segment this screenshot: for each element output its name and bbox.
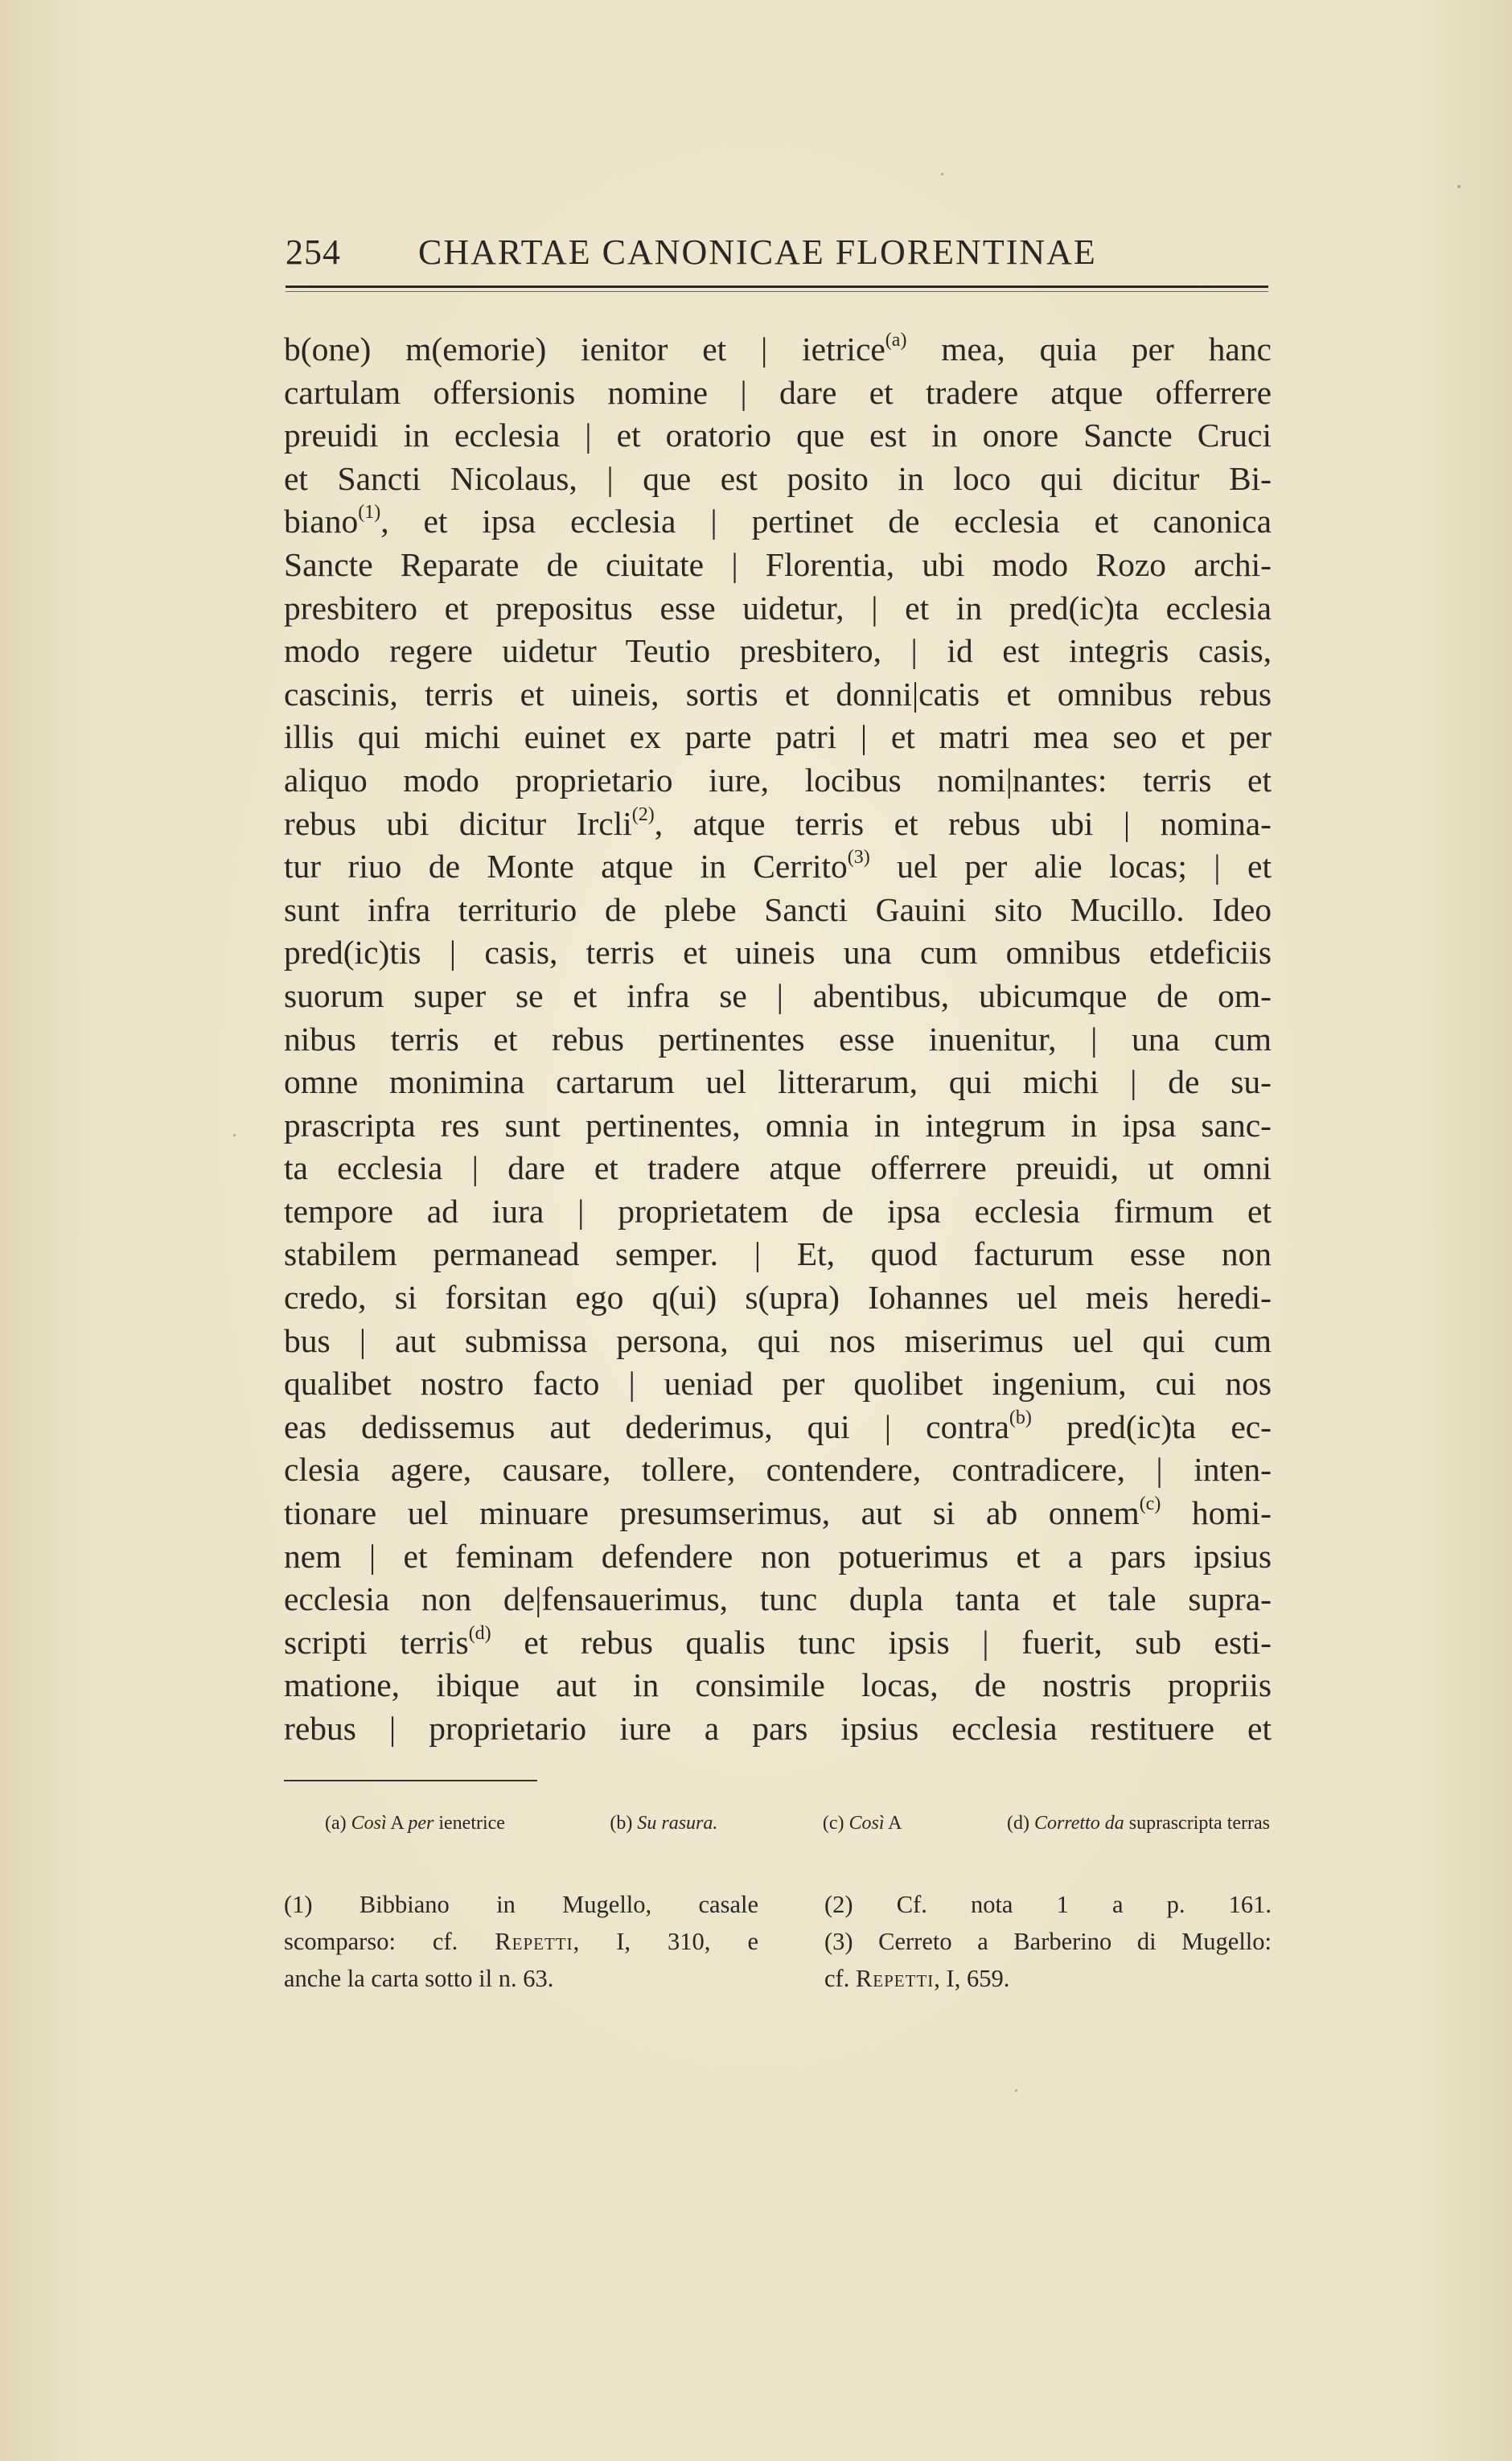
- paper-speck: [233, 1134, 236, 1136]
- text-segment: homi-: [1161, 1494, 1272, 1532]
- text-segment: presbitero et prepositus esse uidetur, | et in pred(ic)ta ecclesia: [284, 589, 1272, 627]
- text-line: [284, 458, 1272, 501]
- text-line: [284, 372, 1272, 415]
- text-segment: cartulam offersionis nomine | dare et tradere atque offerrere: [284, 373, 1272, 411]
- text-segment: scripti terris: [284, 1623, 469, 1661]
- paper-speck: [941, 173, 943, 175]
- apparatus-text: A: [386, 1813, 409, 1834]
- note-text: , I, 310, e: [573, 1928, 758, 1955]
- text-segment: eas dedissemus aut dederimus, qui | contra: [284, 1407, 1009, 1445]
- text-line: [284, 931, 1272, 975]
- note-line: [824, 1886, 1272, 1923]
- note-text: (2) Cf. nota 1 a p. 161.: [824, 1891, 1272, 1918]
- text-line: [284, 1448, 1272, 1492]
- text-line: [284, 1535, 1272, 1579]
- apparatus-italic: Su rasura.: [637, 1813, 718, 1834]
- text-segment: , atque terris et rebus ubi | nomina-: [654, 804, 1272, 842]
- editorial-notes-left: [284, 1886, 758, 1997]
- text-segment: modo regere uidetur Teutio presbitero, | id est integris casis,: [284, 632, 1272, 670]
- text-segment: pred(ic)ta ec-: [1031, 1407, 1272, 1445]
- text-segment: nibus terris et rebus pertinentes esse inuenitur, | una cum: [284, 1020, 1272, 1058]
- text-line: [284, 1492, 1272, 1535]
- text-line: [284, 1406, 1272, 1449]
- text-line: [284, 1276, 1272, 1320]
- apparatus-entry: [610, 1813, 717, 1842]
- page-number: 254: [286, 232, 341, 272]
- note-text: cf.: [824, 1965, 856, 1992]
- note-text: (3) Cerreto a Barberino di Mugello:: [824, 1928, 1272, 1955]
- author-name: Repetti: [855, 1965, 935, 1992]
- note-line: [284, 1960, 758, 1997]
- note-text: , I, 659.: [934, 1965, 1010, 1992]
- note-line: [824, 1960, 1272, 1997]
- apparatus-entry: [1007, 1813, 1270, 1842]
- text-line: [284, 328, 1272, 372]
- note-text: anche la carta sotto il n. 63.: [284, 1965, 554, 1992]
- text-segment: qualibet nostro facto | ueniad per quolibet ingenium, cui nos: [284, 1365, 1272, 1403]
- text-line: [284, 1664, 1272, 1707]
- text-segment: illis qui michi euinet ex parte patri | et matri mea seo et per: [284, 718, 1272, 756]
- text-line: [284, 975, 1272, 1018]
- text-line: [284, 1621, 1272, 1665]
- text-line: [284, 1147, 1272, 1190]
- footnote-marker: (3): [847, 847, 870, 869]
- footnote-marker: (c): [1139, 1493, 1161, 1515]
- paper-speck: [1015, 2089, 1017, 2092]
- text-line: [284, 1578, 1272, 1621]
- text-line: [284, 1362, 1272, 1406]
- text-segment: et rebus qualis tunc ipsis | fuerit, sub esti-: [491, 1623, 1272, 1661]
- text-segment: credo, si forsitan ego q(ui) s(upra) Iohannes uel meis heredi-: [284, 1279, 1272, 1317]
- note-line: [824, 1923, 1272, 1960]
- apparatus-entry: [823, 1813, 902, 1842]
- footnote-marker: (1): [358, 502, 381, 524]
- text-segment: rebus | proprietario iure a pars ipsius ecclesia restituere et: [284, 1710, 1272, 1747]
- note-text: scomparso: cf.: [284, 1928, 495, 1955]
- author-name: Repetti: [495, 1928, 573, 1955]
- text-segment: tur riuo de Monte atque in Cerrito: [284, 848, 848, 885]
- footnote-marker: (b): [1009, 1407, 1032, 1428]
- apparatus-italic: per: [408, 1813, 434, 1834]
- footnote-marker: (2): [631, 803, 655, 825]
- text-segment: suorum super se et infra se | abentibus, ubicumque de om-: [284, 976, 1272, 1014]
- running-title: CHARTAE CANONICAE FLORENTINAE: [418, 232, 1097, 272]
- apparatus-entry: [325, 1813, 505, 1842]
- text-segment: , et ipsa ecclesia | pertinet de ecclesia et canonica: [380, 503, 1272, 540]
- charter-text: [284, 328, 1272, 1751]
- text-line: [284, 500, 1272, 544]
- text-segment: cascinis, terris et uineis, sortis et donni|catis et omnibus rebus: [284, 675, 1272, 713]
- apparatus-text: A: [884, 1813, 902, 1834]
- apparatus-text: (b): [610, 1813, 633, 1834]
- text-segment: et Sancti Nicolaus, | que est posito in loco qui dicitur Bi-: [284, 459, 1272, 497]
- text-line: [284, 1061, 1272, 1104]
- text-segment: ecclesia non de|fensauerimus, tunc dupla tanta et tale supra-: [284, 1580, 1272, 1618]
- text-line: [284, 889, 1272, 932]
- text-line: [284, 587, 1272, 631]
- running-head: [286, 232, 1271, 280]
- text-segment: rebus ubi dicitur Ircli: [284, 804, 632, 842]
- text-segment: ta ecclesia | dare et tradere atque offerrere preuidi, ut omni: [284, 1149, 1272, 1187]
- text-segment: sunt infra territurio de plebe Sancti Gauini sito Mucillo. Ideo: [284, 890, 1272, 928]
- text-segment: pred(ic)tis | casis, terris et uineis una cum omnibus etdeficiis: [284, 934, 1272, 972]
- text-segment: matione, ibique aut in consimile locas, de nostris propriis: [284, 1666, 1272, 1704]
- text-line: [284, 1018, 1272, 1062]
- text-segment: bus | aut submissa persona, qui nos miserimus uel qui cum: [284, 1321, 1272, 1359]
- text-line: [284, 1320, 1272, 1363]
- text-segment: clesia agere, causare, tollere, contendere, contradicere, | inten-: [284, 1451, 1272, 1489]
- text-segment: b(one) m(emorie) ienitor et | ietrice: [284, 331, 885, 368]
- apparatus-italic: Così: [848, 1813, 885, 1834]
- apparatus-italic: Corretto da: [1033, 1813, 1124, 1834]
- text-line: [284, 544, 1272, 587]
- paper-speck: [1457, 185, 1461, 188]
- text-segment: prascripta res sunt pertinentes, omnia in integrum in ipsa sanc-: [284, 1106, 1272, 1144]
- text-line: [284, 1233, 1272, 1276]
- text-line: [284, 716, 1272, 759]
- text-line: [284, 759, 1272, 803]
- apparatus-text: ienetrice: [433, 1813, 505, 1834]
- note-text: (1) Bibbiano in Mugello, casale: [284, 1891, 758, 1918]
- text-segment: tionare uel minuare presumserimus, aut si ab onnem: [284, 1494, 1140, 1532]
- text-segment: omne monimina cartarum uel litterarum, qui michi | de su-: [284, 1063, 1272, 1101]
- text-line: [284, 1707, 1272, 1751]
- text-line: [284, 630, 1272, 673]
- header-rule: [286, 286, 1268, 288]
- text-segment: nem | et feminam defendere non potuerimus et a pars ipsius: [284, 1537, 1272, 1575]
- editorial-notes-right: [824, 1886, 1272, 1997]
- text-line: [284, 414, 1272, 458]
- apparatus-italic: Così: [351, 1813, 387, 1834]
- apparatus-text: (c): [822, 1813, 844, 1834]
- text-segment: stabilem permanead semper. | Et, quod facturum esse non: [284, 1235, 1272, 1273]
- text-line: [284, 1190, 1272, 1234]
- text-line: [284, 803, 1272, 846]
- text-segment: mea, quia per hanc: [906, 331, 1272, 368]
- text-line: [284, 1104, 1272, 1148]
- apparatus-text: (a): [325, 1813, 347, 1834]
- text-segment: tempore ad iura | proprietatem de ipsa ecclesia firmum et: [284, 1192, 1272, 1230]
- text-line: [284, 845, 1272, 889]
- note-line: [284, 1923, 758, 1960]
- text-segment: Sancte Reparate de ciuitate | Florentia, ubi modo Rozo archi-: [284, 545, 1272, 583]
- text-segment: biano: [284, 503, 359, 540]
- header-rule-thin: [286, 291, 1268, 292]
- footnote-marker: (a): [885, 330, 907, 351]
- text-segment: aliquo modo proprietario iure, locibus nomi|nantes: terris et: [284, 761, 1272, 799]
- note-line: [284, 1886, 758, 1923]
- text-line: [284, 673, 1272, 717]
- apparatus-text: (d): [1006, 1813, 1029, 1834]
- critical-apparatus: [325, 1813, 1270, 1842]
- text-segment: uel per alie locas; | et: [869, 848, 1272, 885]
- footnote-marker: (d): [468, 1622, 491, 1644]
- text-segment: preuidi in ecclesia | et oratorio que est in onore Sancte Cruci: [284, 417, 1272, 454]
- apparatus-text: suprascripta terras: [1124, 1813, 1270, 1834]
- footnote-separator: [284, 1780, 537, 1781]
